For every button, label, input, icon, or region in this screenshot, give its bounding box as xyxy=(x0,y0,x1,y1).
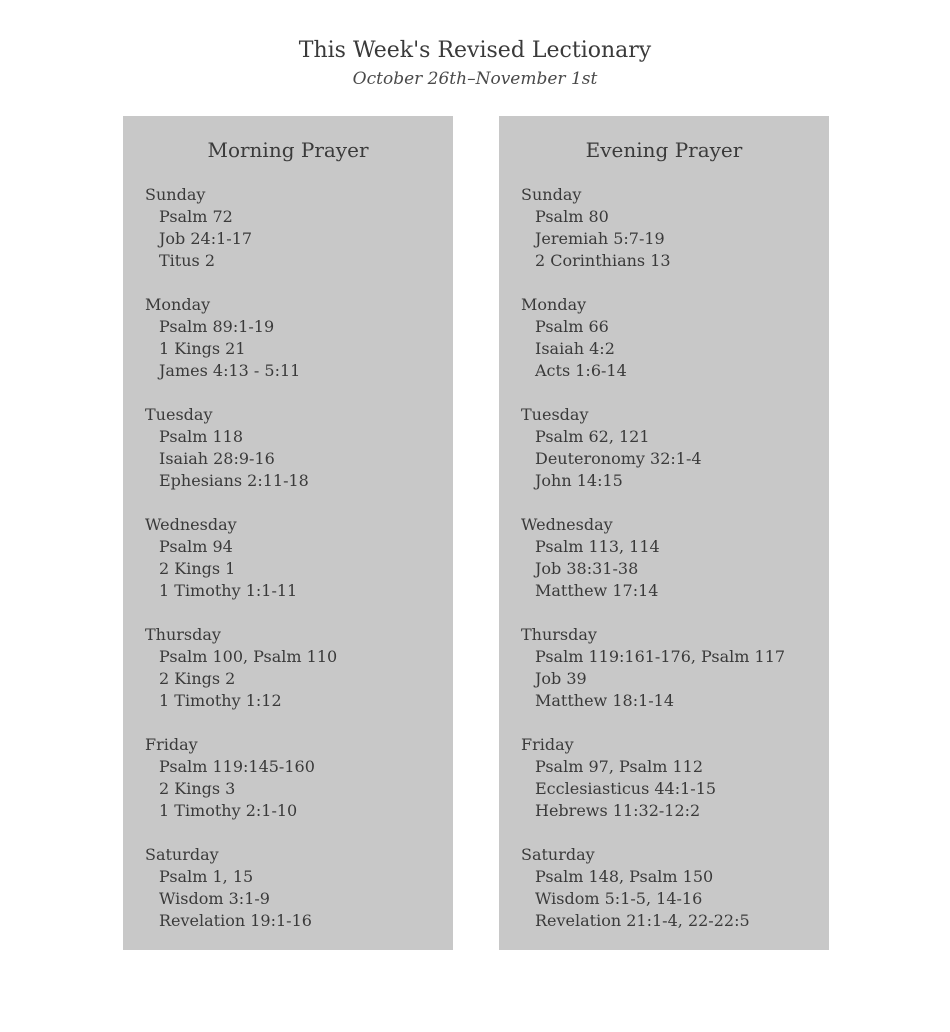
reading-item: 1 Timothy 2:1-10 xyxy=(159,801,298,820)
page-title: This Week's Revised Lectionary xyxy=(298,38,652,63)
reading-item: Psalm 119:161-176, Psalm 117 xyxy=(535,647,786,666)
reading-item: 1 Timothy 1:1-11 xyxy=(159,581,298,600)
evening-prayer-title: Evening Prayer xyxy=(585,138,743,162)
reading-item: Isaiah 28:9-16 xyxy=(159,449,275,468)
reading-item: Wisdom 5:1-5, 14-16 xyxy=(535,889,703,908)
reading-item: John 14:15 xyxy=(535,471,623,490)
day-name: Saturday xyxy=(521,845,595,864)
reading-item: Job 38:31-38 xyxy=(535,559,639,578)
morning-days-list xyxy=(145,184,453,932)
evening-prayer-panel xyxy=(499,116,829,950)
date-range: October 26th–November 1st xyxy=(352,69,598,89)
evening-day-thursday xyxy=(521,624,829,712)
reading-item: Psalm 94 xyxy=(159,537,233,556)
day-name: Sunday xyxy=(521,185,582,204)
reading-item: Psalm 80 xyxy=(535,207,609,226)
reading-item: Psalm 62, 121 xyxy=(535,427,650,446)
day-name: Monday xyxy=(521,295,587,314)
reading-item: Psalm 148, Psalm 150 xyxy=(535,867,714,886)
reading-item: Job 24:1-17 xyxy=(159,229,253,248)
reading-item: 2 Kings 3 xyxy=(159,779,236,798)
morning-day-tuesday xyxy=(145,404,453,492)
reading-item: Psalm 113, 114 xyxy=(535,537,660,556)
reading-item: Titus 2 xyxy=(159,251,215,270)
morning-day-thursday xyxy=(145,624,453,712)
page-header xyxy=(0,36,950,92)
evening-day-friday xyxy=(521,734,829,822)
reading-item: Psalm 118 xyxy=(159,427,243,446)
evening-day-tuesday xyxy=(521,404,829,492)
reading-item: Psalm 1, 15 xyxy=(159,867,254,886)
reading-item: Psalm 66 xyxy=(535,317,609,336)
reading-item: 1 Kings 21 xyxy=(159,339,246,358)
reading-item: Psalm 72 xyxy=(159,207,233,226)
reading-item: Psalm 97, Psalm 112 xyxy=(535,757,703,776)
day-name: Wednesday xyxy=(145,515,237,534)
reading-item: Job 39 xyxy=(535,669,587,688)
reading-item: Deuteronomy 32:1-4 xyxy=(535,449,702,468)
reading-item: James 4:13 - 5:11 xyxy=(159,361,301,380)
day-name: Tuesday xyxy=(521,405,589,424)
day-name: Thursday xyxy=(145,625,221,644)
day-name: Monday xyxy=(145,295,211,314)
evening-day-saturday xyxy=(521,844,829,932)
reading-item: Psalm 89:1-19 xyxy=(159,317,275,336)
reading-item: Psalm 100, Psalm 110 xyxy=(159,647,338,666)
morning-prayer-panel xyxy=(123,116,453,950)
day-name: Friday xyxy=(145,735,198,754)
reading-item: Revelation 21:1-4, 22-22:5 xyxy=(535,911,750,930)
day-name: Tuesday xyxy=(145,405,213,424)
day-name: Saturday xyxy=(145,845,219,864)
morning-prayer-title: Morning Prayer xyxy=(207,138,369,162)
reading-item: Isaiah 4:2 xyxy=(535,339,615,358)
morning-day-friday xyxy=(145,734,453,822)
reading-item: Ecclesiasticus 44:1-15 xyxy=(535,779,717,798)
reading-item: Hebrews 11:32-12:2 xyxy=(535,801,701,820)
evening-day-monday xyxy=(521,294,829,382)
reading-item: 2 Kings 1 xyxy=(159,559,236,578)
day-name: Sunday xyxy=(145,185,206,204)
reading-item: 2 Kings 2 xyxy=(159,669,236,688)
reading-item: Wisdom 3:1-9 xyxy=(159,889,270,908)
reading-item: Ephesians 2:11-18 xyxy=(159,471,309,490)
reading-item: Psalm 119:145-160 xyxy=(159,757,315,776)
reading-item: Revelation 19:1-16 xyxy=(159,911,312,930)
reading-item: 1 Timothy 1:12 xyxy=(159,691,282,710)
day-name: Thursday xyxy=(521,625,597,644)
day-name: Friday xyxy=(521,735,574,754)
reading-item: 2 Corinthians 13 xyxy=(535,251,671,270)
reading-item: Matthew 18:1-14 xyxy=(535,691,675,710)
morning-day-sunday xyxy=(145,184,453,272)
morning-day-wednesday xyxy=(145,514,453,602)
morning-day-monday xyxy=(145,294,453,382)
evening-day-sunday xyxy=(521,184,829,272)
reading-item: Jeremiah 5:7-19 xyxy=(535,229,665,248)
reading-item: Acts 1:6-14 xyxy=(535,361,627,380)
reading-item: Matthew 17:14 xyxy=(535,581,659,600)
day-name: Wednesday xyxy=(521,515,613,534)
evening-days-list xyxy=(521,184,829,932)
evening-day-wednesday xyxy=(521,514,829,602)
morning-day-saturday xyxy=(145,844,453,932)
